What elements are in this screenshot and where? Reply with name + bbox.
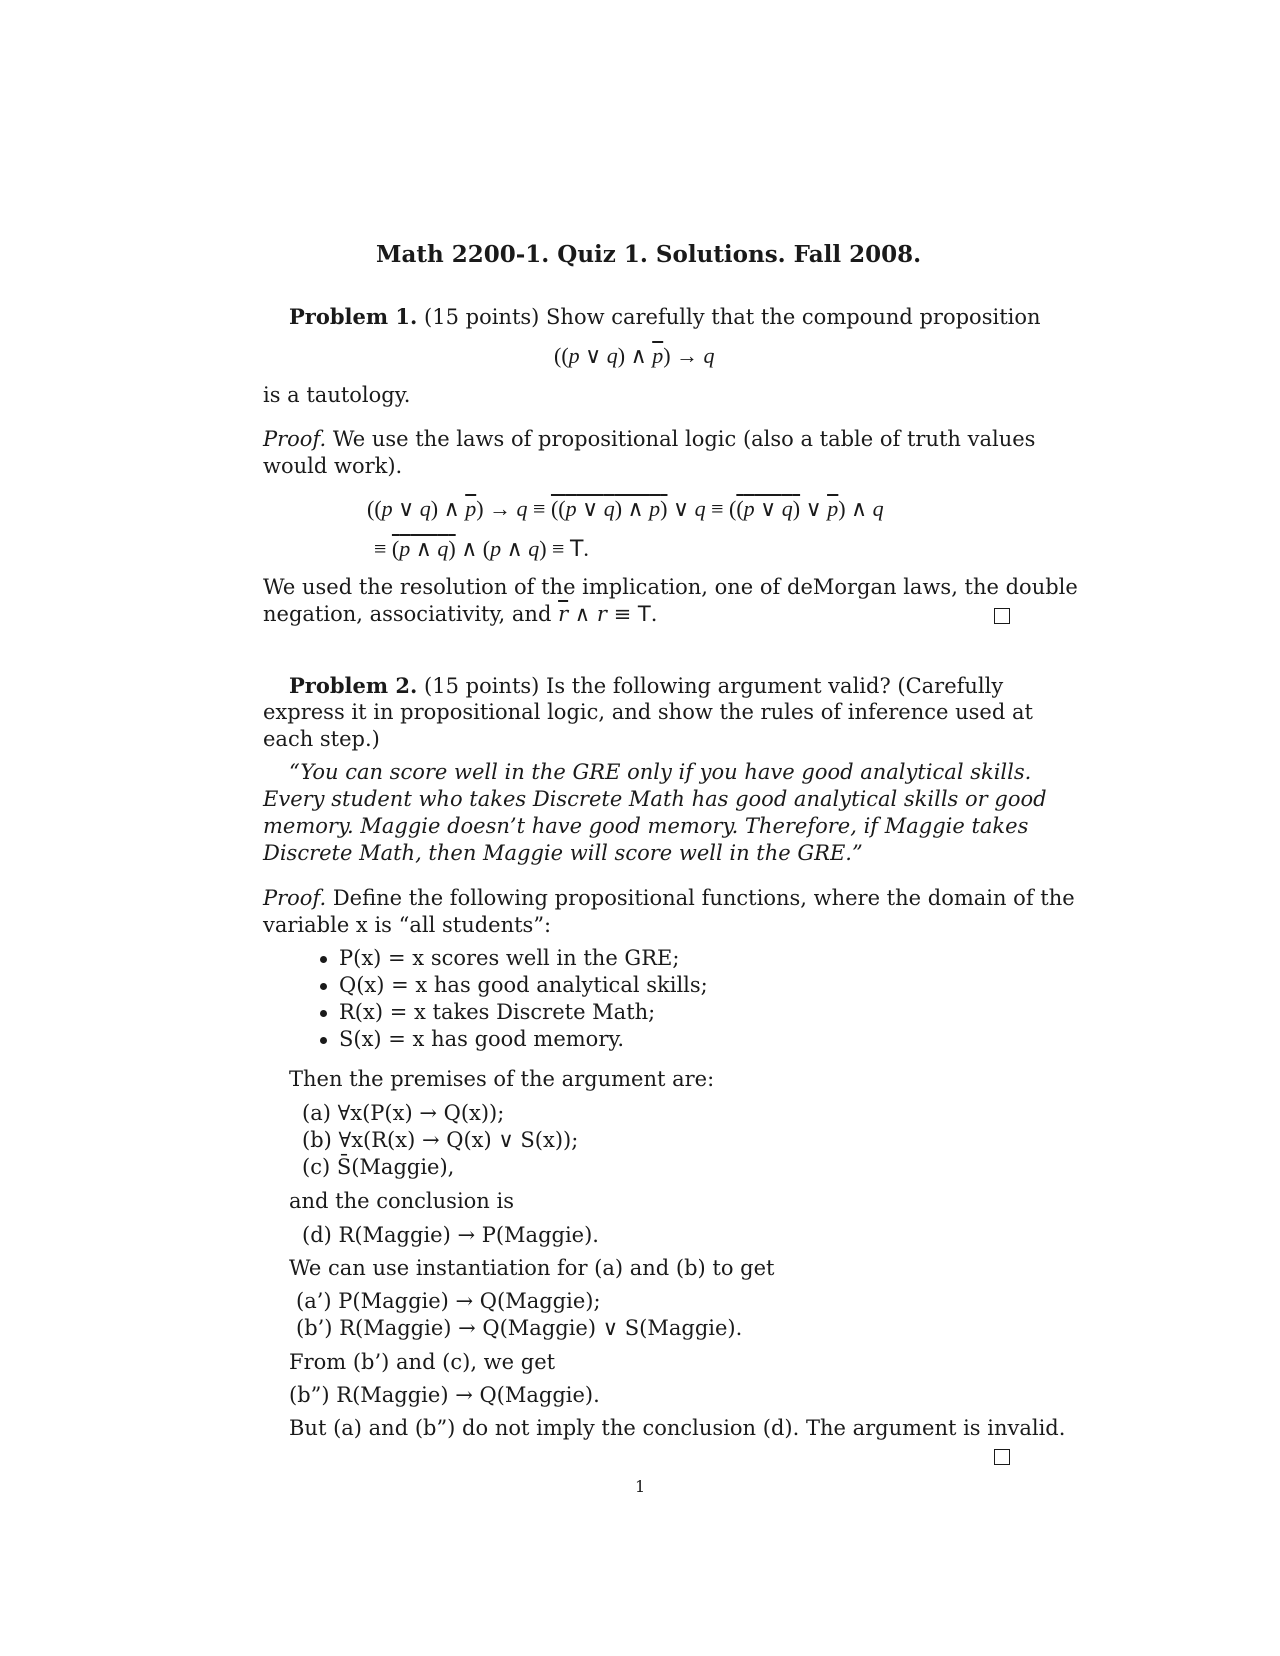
problem1-statement-end: is a tautology. bbox=[263, 383, 411, 407]
problem2-statement-text: (15 points) Is the following argument valid? (Carefully bbox=[424, 674, 1004, 698]
derivation-rendered: ≡ (p ∧ q) ∧ (p ∧ q) ≡ T. bbox=[374, 536, 589, 562]
instantiation-intro: We can use instantiation for (a) and (b) to get bbox=[289, 1256, 775, 1280]
problem1-statement-text: (15 points) Show carefully that the compound proposition bbox=[424, 305, 1041, 329]
proof-text: We use the laws of propositional logic (also a table of truth values bbox=[332, 427, 1036, 451]
problem1-derivation-line2 bbox=[374, 535, 589, 563]
problem2-statement-line1 bbox=[289, 672, 1003, 700]
definition-item: Q(x) = x has good analytical skills; bbox=[320, 972, 708, 999]
conclusion-d: (d) R(Maggie) → P(Maggie). bbox=[302, 1223, 599, 1247]
conclusion-intro: and the conclusion is bbox=[289, 1189, 514, 1213]
derivation-rendered: ((p ∨ q) ∧ $\overline{p}) \to q \equiv ((p$ ∨ q) ∧ p) ∨ q ≡ ((p ∨ q) ∨ p) ∧ q bbox=[367, 496, 884, 521]
final-statement: But (a) and (b”) do not imply the conclusion (d). The argument is invalid. bbox=[289, 1416, 1066, 1440]
problem2-label: Problem 2. bbox=[289, 673, 418, 698]
problem1-display-formula bbox=[554, 342, 715, 369]
bullet-icon bbox=[320, 956, 327, 963]
problem1-label: Problem 1. bbox=[289, 304, 418, 329]
proof-label: Proof. bbox=[263, 427, 327, 451]
quote-line3: memory. Maggie doesn’t have good memory. Therefore, if Maggie takes bbox=[263, 814, 1029, 838]
formula-rendered: ((p ∨ q) ∧ $\overline{p}) \to q$ bbox=[554, 343, 715, 368]
premises-intro: Then the premises of the argument are: bbox=[289, 1067, 715, 1091]
premise-c: (c) S̄(Maggie), bbox=[302, 1155, 455, 1179]
proof-text: Define the following propositional functions, where the domain of the bbox=[332, 886, 1075, 910]
problem1-proof-line2: would work). bbox=[263, 454, 403, 478]
page-number: 1 bbox=[635, 1477, 646, 1496]
quote-line1: “You can score well in the GRE only if you have good analytical skills. bbox=[289, 760, 1032, 784]
problem2-statement-line3: each step.) bbox=[263, 727, 380, 751]
derived-b: (b”) R(Maggie) → Q(Maggie). bbox=[289, 1383, 600, 1407]
definition-item: P(x) = x scores well in the GRE; bbox=[320, 945, 679, 972]
problem2-proof-line1 bbox=[263, 885, 1075, 912]
page-title: Math 2200-1. Quiz 1. Solutions. Fall 2008. bbox=[376, 241, 922, 268]
instantiated-a: (a’) P(Maggie) → Q(Maggie); bbox=[296, 1289, 601, 1313]
premise-b: (b) ∀x(R(x) → Q(x) ∨ S(x)); bbox=[302, 1128, 579, 1152]
problem2-proof-line2: variable x is “all students”: bbox=[263, 913, 552, 937]
problem2-statement-line2: express it in propositional logic, and show the rules of inference used at bbox=[263, 700, 1033, 724]
problem1-conclusion-line1: We used the resolution of the implication, one of deMorgan laws, the double bbox=[263, 575, 1078, 599]
quote-line4: Discrete Math, then Maggie will score well in the GRE.” bbox=[263, 841, 863, 865]
definition-item: S(x) = x has good memory. bbox=[320, 1026, 624, 1053]
problem1-conclusion-line2 bbox=[263, 601, 657, 628]
bullet-icon bbox=[320, 1010, 327, 1017]
problem1-derivation-line1 bbox=[367, 495, 884, 522]
conclusion-rendered: negation, associativity, and $\overline{r}$ ∧ r ≡ T. bbox=[263, 602, 658, 626]
from-intro: From (b’) and (c), we get bbox=[289, 1350, 556, 1374]
qed-box bbox=[994, 604, 1010, 631]
proof-label: Proof. bbox=[263, 886, 327, 910]
bullet-icon bbox=[320, 983, 327, 990]
premise-a: (a) ∀x(P(x) → Q(x)); bbox=[302, 1101, 505, 1125]
problem1-proof-line1 bbox=[263, 426, 1035, 453]
bullet-icon bbox=[320, 1037, 327, 1044]
definition-item: R(x) = x takes Discrete Math; bbox=[320, 999, 655, 1026]
instantiated-b: (b’) R(Maggie) → Q(Maggie) ∨ S(Maggie). bbox=[296, 1316, 743, 1340]
problem1-statement bbox=[289, 303, 1041, 331]
quote-line2: Every student who takes Discrete Math has good analytical skills or good bbox=[263, 787, 1047, 811]
qed-box bbox=[994, 1445, 1010, 1472]
